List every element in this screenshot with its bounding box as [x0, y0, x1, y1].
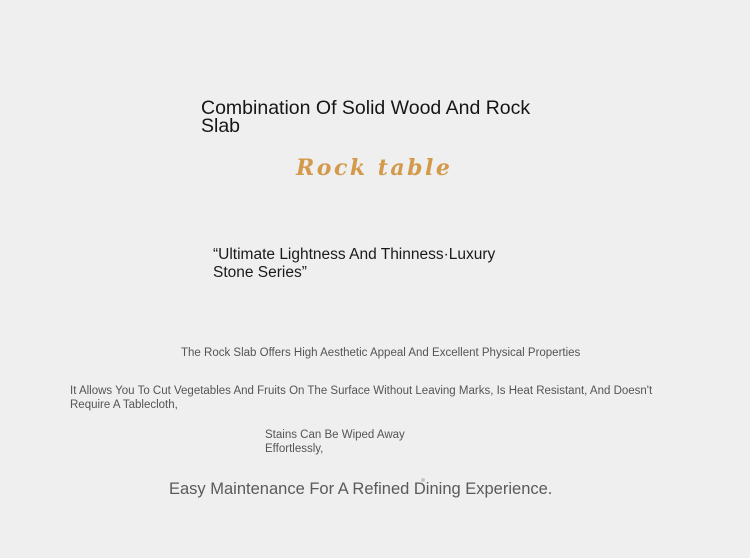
series-quote: “Ultimate Lightness And Thinness·Luxury Stone Series”	[213, 246, 496, 281]
feature-stains: Stains Can Be Wiped Away Effortlessly,	[265, 429, 405, 455]
feature-aesthetic: The Rock Slab Offers High Aesthetic Appeal And Excellent Physical Properties	[181, 347, 581, 359]
headline: Combination Of Solid Wood And Rock Slab	[201, 97, 531, 137]
feature-cutting-heat: It Allows You To Cut Vegetables And Fruits On The Surface Without Leaving Marks, Is Heat Resistant, And Doesn't Require A Tablecloth,	[70, 385, 653, 411]
closing-statement: Easy Maintenance For A Refined Dining Experience.	[169, 480, 553, 498]
product-name: Rock table	[296, 155, 453, 181]
